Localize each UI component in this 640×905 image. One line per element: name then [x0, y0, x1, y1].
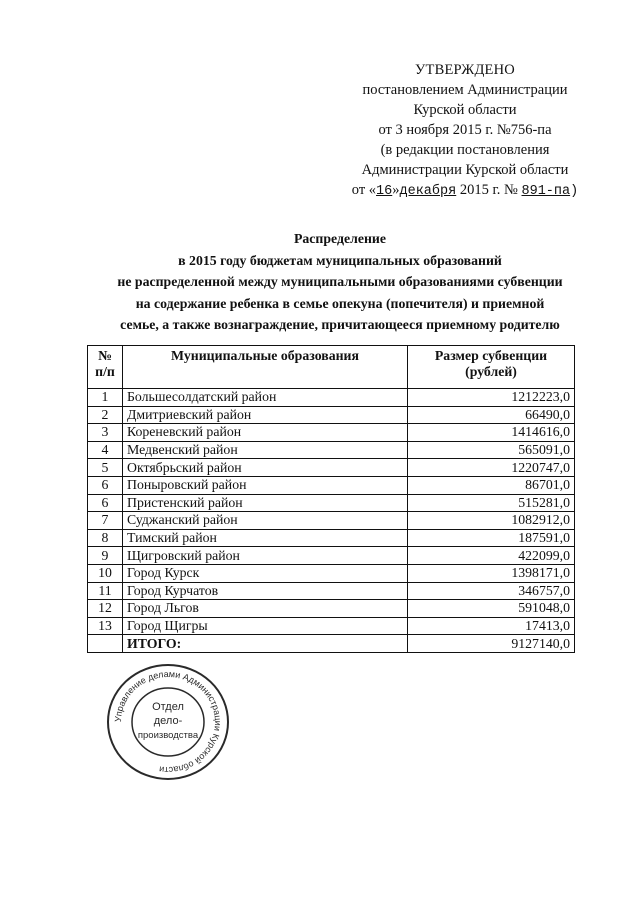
row-amount: 565091,0 — [408, 441, 575, 459]
stamp-center-line3: производства — [137, 730, 199, 741]
row-amount: 1082912,0 — [408, 512, 575, 530]
row-num: 12 — [88, 600, 123, 618]
title-line-2: в 2015 году бюджетам муниципальных образований — [178, 252, 502, 268]
row-name: Суджанский район — [123, 512, 408, 530]
table-row — [88, 441, 575, 459]
row-name: Город Льгов — [123, 600, 408, 618]
approval-date-day: 16 — [376, 184, 393, 199]
stamp-center-line1: Отдел — [152, 701, 184, 713]
row-num: 9 — [88, 547, 123, 565]
header-amount — [408, 346, 575, 389]
total-row — [88, 635, 575, 653]
row-name: Город Курск — [123, 564, 408, 582]
approval-date-year: 2015 г. № — [456, 182, 522, 198]
row-amount: 1212223,0 — [408, 389, 575, 407]
approval-date-month: декабря — [399, 184, 457, 199]
row-num: 5 — [88, 459, 123, 477]
row-name: Дмитриевский район — [123, 406, 408, 424]
table-header-row — [88, 346, 575, 389]
table-row — [88, 600, 575, 618]
header-num-line1: № — [98, 348, 112, 363]
row-amount: 1398171,0 — [408, 564, 575, 582]
row-num: 8 — [88, 529, 123, 547]
row-num: 4 — [88, 441, 123, 459]
approval-line-6 — [340, 180, 590, 202]
row-num: 11 — [88, 582, 123, 600]
table-body — [88, 389, 575, 653]
row-name: Поныровский район — [123, 476, 408, 494]
total-label: ИТОГО: — [123, 635, 408, 653]
row-name: Большесолдатский район — [123, 389, 408, 407]
document-title — [40, 228, 640, 336]
table-row — [88, 494, 575, 512]
table-row — [88, 564, 575, 582]
row-amount: 346757,0 — [408, 582, 575, 600]
table-row — [88, 406, 575, 424]
row-amount: 86701,0 — [408, 476, 575, 494]
approval-date-prefix: от « — [351, 182, 377, 198]
header-amount-line2: (рублей) — [465, 364, 517, 379]
row-amount: 422099,0 — [408, 547, 575, 565]
table-row — [88, 547, 575, 565]
table-row — [88, 529, 575, 547]
row-name: Тимский район — [123, 529, 408, 547]
approval-heading: УТВЕРЖДЕНО — [415, 62, 515, 78]
table-row — [88, 459, 575, 477]
table-row — [88, 512, 575, 530]
total-amount: 9127140,0 — [408, 635, 575, 653]
row-num: 10 — [88, 564, 123, 582]
table-row — [88, 424, 575, 442]
row-num: 1 — [88, 389, 123, 407]
approval-close-paren: ) — [570, 184, 579, 199]
row-num: 7 — [88, 512, 123, 530]
approval-line-3: от 3 ноября 2015 г. №756-па — [378, 122, 552, 138]
row-amount: 1220747,0 — [408, 459, 575, 477]
row-amount: 591048,0 — [408, 600, 575, 618]
approval-line-4: (в редакции постановления — [380, 142, 550, 158]
title-line-5: семье, а также вознаграждение, причитающееся приемному родителю — [120, 317, 560, 332]
stamp-graphic — [104, 662, 232, 782]
row-amount: 66490,0 — [408, 406, 575, 424]
row-num: 6 — [88, 494, 123, 512]
approval-line-5: Администрации Курской области — [361, 162, 569, 178]
approval-line-2: Курской области — [413, 102, 517, 118]
row-num: 2 — [88, 406, 123, 424]
title-line-4: на содержание ребенка в семье опекуна (попечителя) и приемной — [135, 295, 545, 311]
row-amount: 1414616,0 — [408, 424, 575, 442]
row-name: Щигровский район — [123, 547, 408, 565]
header-num-line2: п/п — [95, 364, 115, 379]
row-name: Город Курчатов — [123, 582, 408, 600]
row-amount: 187591,0 — [408, 529, 575, 547]
row-num: 6 — [88, 476, 123, 494]
table-row — [88, 582, 575, 600]
stamp-ring-text: Управление делами Администрации Курской области — [112, 668, 224, 776]
table-row — [88, 389, 575, 407]
row-num: 13 — [88, 617, 123, 635]
title-line-1: Распределение — [293, 231, 386, 246]
table-row — [88, 476, 575, 494]
table-row — [88, 617, 575, 635]
row-name: Город Щигры — [123, 617, 408, 635]
header-name — [123, 346, 408, 389]
office-stamp — [104, 662, 232, 782]
row-num: 3 — [88, 424, 123, 442]
row-amount: 515281,0 — [408, 494, 575, 512]
title-line-3: не распределенной между муниципальными образованиями субвенции — [117, 274, 563, 289]
stamp-center-line2: дело- — [153, 715, 183, 727]
row-name: Октябрьский район — [123, 459, 408, 477]
approval-block — [340, 60, 590, 202]
row-amount: 17413,0 — [408, 617, 575, 635]
distribution-table — [87, 345, 575, 653]
header-amount-line1: Размер субвенции — [434, 348, 548, 363]
header-name-text: Муниципальные образования — [171, 348, 359, 363]
total-num-cell — [88, 635, 123, 653]
approval-line-1: постановлением Администрации — [362, 82, 568, 98]
row-name: Кореневский район — [123, 424, 408, 442]
row-name: Пристенский район — [123, 494, 408, 512]
approval-date-sep: » — [392, 182, 400, 198]
row-name: Медвенский район — [123, 441, 408, 459]
approval-number: 891-па — [521, 184, 571, 199]
header-num — [88, 346, 123, 389]
